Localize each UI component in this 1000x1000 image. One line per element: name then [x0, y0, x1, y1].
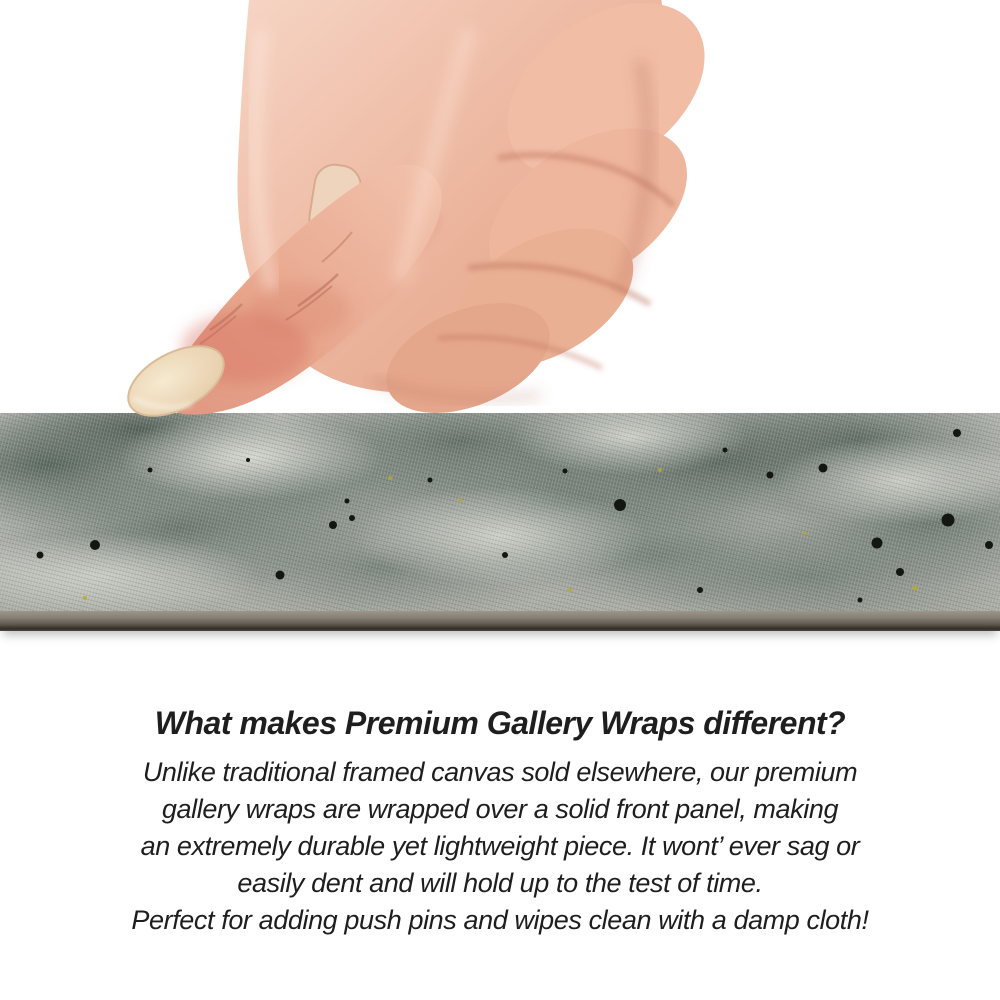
caption-heading: What makes Premium Gallery Wraps different? [154, 705, 846, 741]
canvas-edge-strip [0, 413, 1000, 631]
hand-photo [0, 0, 1000, 422]
canvas-fabric-lip [0, 611, 1000, 631]
caption-line: an extremely durable yet lightweight piece. It wont’ ever sag or [140, 831, 860, 861]
canvas-speckle-dots [0, 413, 1000, 611]
caption-line: easily dent and will hold up to the test of time. [237, 868, 763, 898]
caption-line: gallery wraps are wrapped over a solid front panel, making [161, 794, 839, 824]
caption-line: Perfect for adding push pins and wipes clean with a damp cloth! [131, 905, 869, 935]
caption-line: Unlike traditional framed canvas sold elsewhere, our premium [142, 757, 858, 787]
caption-block [0, 701, 1000, 939]
